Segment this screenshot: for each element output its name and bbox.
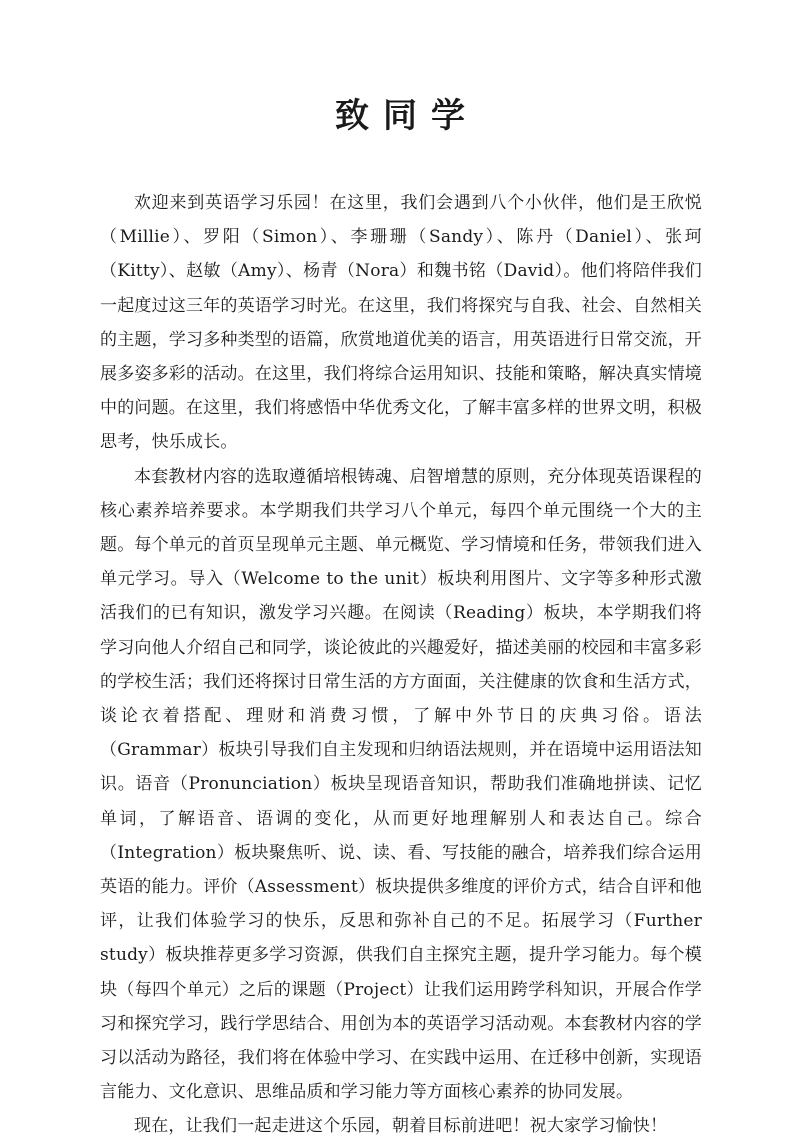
letter-body	[100, 186, 702, 1144]
page-title: 致同学	[335, 96, 479, 136]
paragraph-textbook-overview: 本套教材内容的选取遵循培根铸魂、启智增慧的原则，充分体现英语课程的核心素养培养要求。本学期我们共学习八个单元，每四个单元围绕一个大的主题。每个单元的首页呈现单元主题、单元概览、学习情境和任务，带领我们进入单元学习。导入（Welcome to the unit）板块利用图片、文字等多种形式激活我们的已有知识，激发学习兴趣。在阅读（Reading）板块，本学期我们将学习向他人介绍自己和同学，谈论彼此的兴趣爱好，描述美丽的校园和丰富多彩的学校生活；我们还将探讨日常生活的方方面面，关注健康的饮食和生活方式，谈论衣着搭配、理财和消费习惯，了解中外节日的庆典习俗。语法（Grammar）板块引导我们自主发现和归纳语法规则，并在语境中运用语法知识。语音（Pronunciation）板块呈现语音知识，帮助我们准确地拼读、记忆单词，了解语音、语调的变化，从而更好地理解别人和表达自己。综合（Integration）板块聚焦听、说、读、看、写技能的融合，培养我们综合运用英语的能力。评价（Assessment）板块提供多维度的评价方式，结合自评和他评，让我们体验学习的快乐，反思和弥补自己的不足。拓展学习（Further study）板块推荐更多学习资源，供我们自主探究主题，提升学习能力。每个模块（每四个单元）之后的课题（Project）让我们运用跨学科知识，开展合作学习和探究学习，践行学思结合、用创为本的英语学习活动观。本套教材内容的学习以活动为路径，我们将在体验中学习、在实践中运用、在迁移中创新，实现语言能力、文化意识、思维品质和学习能力等方面核心素养的协同发展。	[100, 466, 702, 1103]
paragraph-welcome: 欢迎来到英语学习乐园！在这里，我们会遇到八个小伙伴，他们是王欣悦（Millie）、罗阳（Simon）、李珊珊（Sandy）、陈丹（Daniel）、张珂（Kitty）、赵敏（Amy）、杨青（Nora）和魏书铭（David）。他们将陪伴我们一起度过这三年的英语学习时光。在这里，我们将探究与自我、社会、自然相关的主题，学习多种类型的语篇，欣赏地道优美的语言，用英语进行日常交流，开展多姿多彩的活动。在这里，我们将综合运用知识、技能和策略，解决真实情境中的问题。在这里，我们将感悟中华优秀文化，了解丰富多样的世界文明，积极思考，快乐成长。	[100, 193, 702, 453]
paragraph-closing: 现在，让我们一起走进这个乐园，朝着目标前进吧！祝大家学习愉快！	[134, 1116, 668, 1137]
